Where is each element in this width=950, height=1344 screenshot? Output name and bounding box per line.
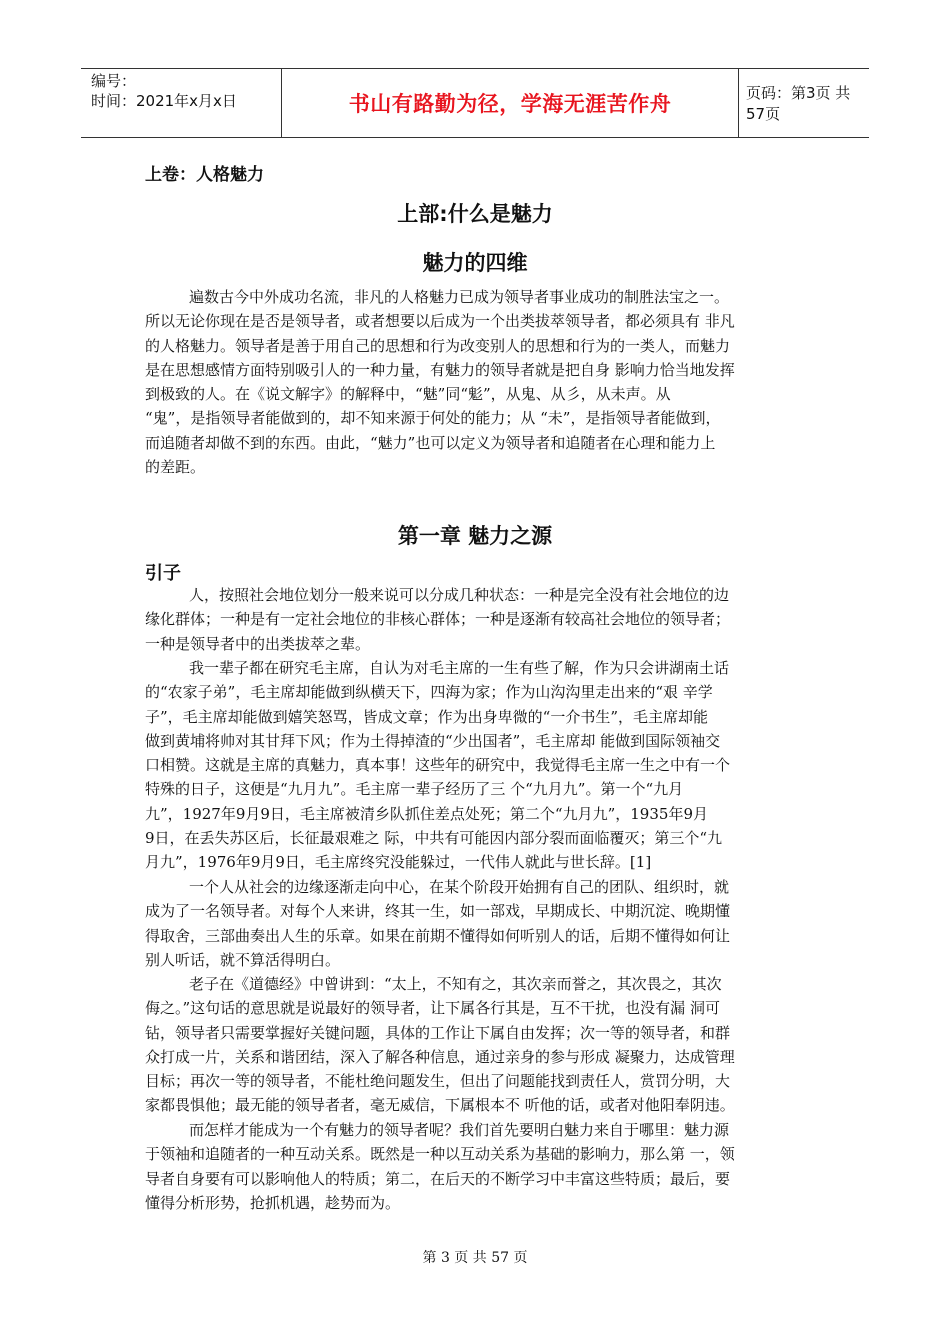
body-paragraph-2 (145, 656, 813, 875)
text-line: 众打成一片，关系和谐团结，深入了解各种信息，通过亲身的参与形成 凝聚力，达成管理 (145, 1047, 735, 1066)
body-paragraph-1 (145, 583, 813, 656)
part-title: 上部:什么是魅力 (397, 202, 553, 226)
header-page-info: 页码：第3页 共57页 (746, 84, 851, 123)
text-line: 家都畏惧他；最无能的领导者者，毫无威信，下属根本不 听他的话，或者对他阳奉阴违。 (145, 1096, 735, 1115)
intro-paragraph (145, 285, 813, 479)
text-line: 我一辈子都在研究毛主席，自认为对毛主席的一生有些了解，作为只会讲湖南土话 (189, 659, 730, 677)
subheading: 引子 (145, 563, 181, 584)
section-title: 魅力的四维 (422, 251, 528, 275)
text-line: 缘化群体；一种是有一定社会地位的非核心群体；一种是逐渐有较高社会地位的领导者； (145, 610, 731, 629)
text-line: 遍数古今中外成功名流，非凡的人格魅力已成为领导者事业成功的制胜法宝之一。 (189, 288, 730, 306)
page-header (81, 68, 869, 138)
body-paragraph-3 (145, 875, 813, 972)
body-paragraph-5 (145, 1118, 813, 1215)
text-line: 导者自身要有可以影响他人的特质；第二，在后天的不断学习中丰富这些特质；最后，要 (145, 1169, 731, 1188)
document-number-label: 编号： (91, 72, 137, 90)
text-line: 钻，领导者只需要掌握好关键问题，具体的工作让下属自由发挥；次一等的领导者，和群 (145, 1023, 731, 1042)
body-paragraph-4 (145, 972, 813, 1118)
text-line: 侮之。”这句话的意思就是说最好的领导者，让下属各行其是，互不干扰，也没有漏 洞可 (145, 999, 720, 1018)
text-line: 一种是领导者中的出类拔萃之辈。 (145, 634, 371, 653)
text-line: 口相赞。这就是主席的真魅力，真本事！这些年的研究中，我觉得毛主席一生之中有一个 (145, 756, 731, 775)
text-line: 而怎样才能成为一个有魅力的领导者呢？我们首先要明白魅力来自于哪里：魅力源 (189, 1121, 730, 1139)
text-line: 一个人从社会的边缘逐渐走向中心，在某个阶段开始拥有自己的团队、组织时，就 (189, 878, 730, 896)
text-line: 特殊的日子，这便是“九月九”。毛主席一辈子经历了三 个“九月九”。第一个“九月 (145, 780, 684, 799)
text-line: 别人听话，就不算活得明白。 (145, 950, 341, 969)
text-line: “鬼”，是指领导者能做到的，却不知来源于何处的能力；从 “未”，是指领导者能做到， (145, 409, 721, 428)
text-line: 得取舍，三部曲奏出人生的乐章。如果在前期不懂得如何听别人的话，后期不懂得如何让 (145, 926, 731, 945)
text-line: 懂得分析形势，抢抓机遇，趁势而为。 (145, 1193, 401, 1212)
text-line: 而追随者却做不到的东西。由此，“魅力”也可以定义为领导者和追随者在心理和能力上 (145, 433, 716, 452)
text-line: 目标；再次一等的领导者，不能杜绝问题发生，但出了问题能找到责任人，赏罚分明，大 (145, 1072, 731, 1091)
text-line: 于领袖和追随者的一种互动关系。既然是一种以互动关系为基础的影响力，那么第 一，领 (145, 1145, 735, 1164)
volume-title: 上卷：人格魅力 (145, 165, 264, 185)
text-line: 的人格魅力。领导者是善于用自己的思想和行为改变别人的思想和行为的一类人，而魅力 (145, 336, 731, 355)
header-motto-cell (281, 69, 739, 137)
text-line: 是在思想感情方面特别吸引人的一种力量，有魅力的领导者就是把自身 影响力恰当地发挥 (145, 360, 735, 379)
text-line: 所以无论你现在是否是领导者，或者想要以后成为一个出类拔萃领导者，都必须具有 非凡 (145, 312, 735, 331)
text-line: 做到黄埔将帅对其甘拜下风；作为土得掉渣的“少出国者”，毛主席却 能做到国际领袖交 (145, 731, 721, 750)
text-line: 成为了一名领导者。对每个人来讲，终其一生，如一部戏，早期成长、中期沉淀、晚期懂 (145, 902, 731, 921)
header-motto: 书山有路勤为径，学海无涯苦作舟 (348, 92, 672, 116)
text-line: 子”，毛主席却能做到嬉笑怒骂，皆成文章；作为出身卑微的“一介书生”，毛主席却能 (145, 707, 709, 726)
document-date: 时间：2021年x月x日 (91, 92, 237, 110)
chapter-title: 第一章 魅力之源 (397, 524, 553, 548)
header-meta-cell (81, 69, 281, 137)
text-line: 老子在《道德经》中曾讲到：“太上，不知有之，其次亲而誉之，其次畏之，其次 (189, 975, 722, 993)
text-line: 的差距。 (145, 458, 206, 477)
text-line: 九”，1927年9月9日，毛主席被清乡队抓住差点处死；第二个“九月九”，1935年9月 (145, 804, 708, 823)
text-line: 人，按照社会地位划分一般来说可以分成几种状态：一种是完全没有社会地位的边 (189, 586, 730, 604)
page-footer: 第 3 页 共 57 页 (422, 1250, 528, 1266)
text-line: 的“农家子弟”，毛主席却能做到纵横天下，四海为家；作为山沟沟里走出来的“艰 辛学 (145, 683, 713, 702)
text-line: 9日，在丢失苏区后，长征最艰难之 际，中共有可能因内部分裂而面临覆灭；第三个“九 (145, 829, 722, 848)
header-page-cell (738, 69, 869, 137)
text-line: 到极致的人。在《说文解字》的解释中，“魅”同“鬽”，从鬼、从彡，从未声。从 (145, 385, 671, 404)
text-line: 月九”，1976年9月9日，毛主席终究没能躲过，一代伟人就此与世长辞。[1] (145, 853, 652, 872)
